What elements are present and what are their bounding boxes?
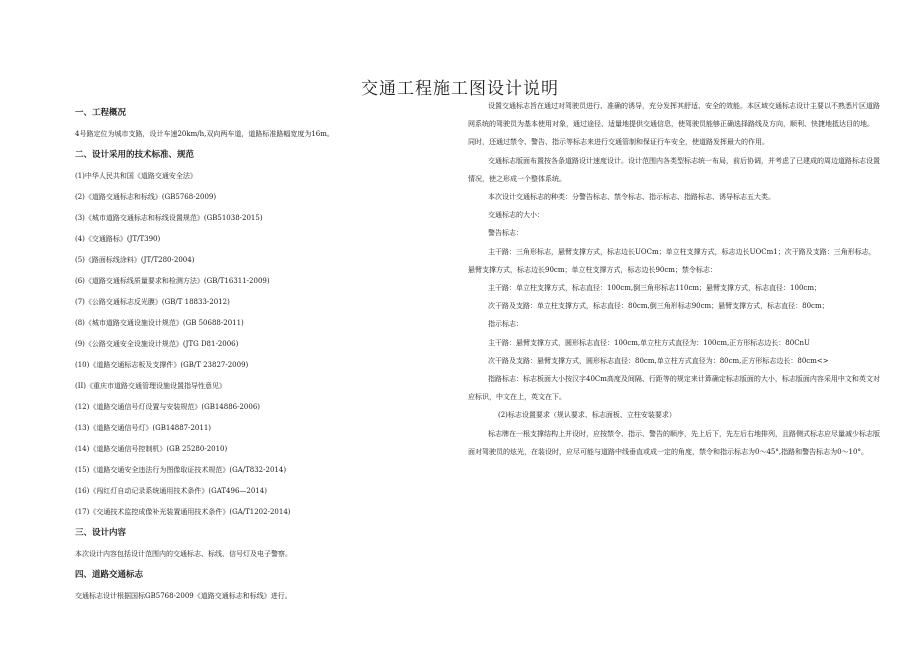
standard-item: (13)《道路交通信号灯》(GB14887-2011) <box>75 424 212 432</box>
paragraph-prohibition-main: 主干路：单立柱支撑方式，标志直径：100cm,倒三角形标志110cm；悬臂支撑方式，标志直径：100cm； <box>488 284 821 293</box>
standard-item: (14)《道路交通信号控制机》(GB 25280-2010) <box>75 445 228 453</box>
section-heading-standards: 二、设计采用的技术标准、规范 <box>75 150 195 160</box>
section-heading-content: 三、设计内容 <box>75 528 127 538</box>
standard-item: (II)《重庆市道路交通管理设施设置指导性意见》 <box>75 382 226 390</box>
standard-item: (8)《城市道路交通设施设计规范》(GB 50688-2011) <box>75 319 244 327</box>
section-heading-signs: 四、道路交通标志 <box>75 570 144 580</box>
paragraph-install-rules: 标志牌在一根支撑结构上并设时，应按禁令、指示、警告的顺序，先上后下，先左后右地排列，且路侧式标志应尽量减少标志版面对驾驶员的炫光，在装设时，应尽可能与道路中线垂直或成一定的角度，禁令和指示标志为0～45°,指路和警告标志为0～10°。 <box>468 429 880 456</box>
standard-item: (1)中华人民共和国《道路交通安全法》 <box>75 172 197 180</box>
standard-item: (5)《路面标线涂料》(JT/T280-2004) <box>75 256 195 264</box>
standard-item: (12)《道路交通信号灯设置与安装规范》(GB14886-2006) <box>75 403 261 411</box>
standard-item: (2)《道路交通标志和标线》(GB5768-2009) <box>75 193 217 201</box>
section-text-content: 本次设计内容包括设计范围内的交通标志、标线、信号灯及电子警察。 <box>75 550 292 558</box>
section-text-overview: 4号路定位为城市支路，设计车速20km/h,双向两车道，道路标准路幅宽度为16m。 <box>75 130 334 138</box>
paragraph-size-heading: 交通标志的大小： <box>488 211 544 220</box>
paragraph-types: 本次设计交通标志的种类：分警告标志、禁令标志、指示标志、指路标志、诱导标志五大类。 <box>488 193 775 202</box>
standards-list <box>75 166 440 523</box>
standard-item: (10)《道路交通标志板及支撑件》(GB/T 23827-2009) <box>75 361 249 369</box>
paragraph-indication-main: 主干路：悬臂支撑方式，圆形标志直径：100cm,单立柱方式直径为：100cm,正方形标志边长：80CnU <box>488 338 810 347</box>
right-column <box>468 97 880 461</box>
standard-item: (16)《闯红灯自动记录系统通用技术条件》(GAT496—2014) <box>75 487 267 495</box>
paragraph-prohibition-secondary: 次干路及支路：单立柱支撑方式，标志直径：80cm,倒三角形标志90cm；悬臂支撑方式，标志直径：80cm； <box>488 302 829 311</box>
paragraph-layout: 交通标志版面布置按各条道路设计速度设计。设计范围内各类型标志统一布局，前后协调，并考虑了已建成的周边道路标志设置情况，使之形成一个整体系统。 <box>468 156 880 183</box>
paragraph-guide-signs: 指路标志：标志板面大小按汉字40Cm高度及间隔、行距等的规定来计算确定标志版面的大小，标志版面内容采用中文和英文对应标识，中文在上，英文在下。 <box>468 375 880 402</box>
paragraph-purpose: 设置交通标志旨在通过对驾驶员进行、准确的诱导，充分发挥其舒适、安全的效能。本区域交通标志设计主要以不熟悉片区道路网系统的驾驶员为基本使用对象，通过途径、适量地提供交通信息，使驾驶员能够正确选择路线及方向，顺利、快捷地抵达目的地。同时，还通过禁令、警告、指示等标志来进行交通管制和保证行车安全，使道路发挥最大的作用。 <box>468 102 880 147</box>
section-heading-overview: 一、工程概况 <box>75 108 127 118</box>
standard-item: (6)《道路交通标线质量要求和检测方法》(GB/T16311-2009) <box>75 277 270 285</box>
paragraph-indication-secondary: 次干路及支路：悬臂支撑方式，圆形标志直径：80cm,单立柱方式直径为：80cm,正方形标志边长：80cm<> <box>488 356 829 365</box>
paragraph-warning-heading: 警告标志： <box>488 229 523 238</box>
page-title: 交通工程施工图设计说明 <box>361 79 559 99</box>
section-text-signs: 交通标志设计根据国标GB5768-2009《道路交通标志和标线》进行。 <box>75 592 292 600</box>
standard-item: (4)《交通路标》(JT/T390) <box>75 235 161 243</box>
paragraph-warning-sizes: 主干路：三角形标志，悬臂支撑方式，标志边长UOCm；单立柱支撑方式，标志边长UOCm1；次干路及支路：三角形标志，悬臂支撑方式，标志边长90cm；单立柱支撑方式，标志边长90cm；禁令标志： <box>468 247 876 274</box>
paragraph-install-heading: (2)标志设置要求（规认要求、标志面板、立柱安装要求） <box>498 411 676 420</box>
left-column <box>75 103 440 607</box>
standard-item: (9)《公路交通安全设施设计规范》(JTG D81-2006) <box>75 340 239 348</box>
standard-item: (7)《公路交通标志反光膜》(GB/T 18833-2012) <box>75 298 230 306</box>
paragraph-indication-heading: 指示标志： <box>488 320 523 329</box>
standard-item: (15)《道路交通安全违法行为图像取证技术规范》(GA/T832-2014) <box>75 466 287 474</box>
standard-item: (3)《城市道路交通标志和标线设置规范》(GB51038-2015) <box>75 214 263 222</box>
standard-item: (17)《交通技术监控成像补光装置通用技术条件》(GA/T1202-2014) <box>75 508 291 516</box>
